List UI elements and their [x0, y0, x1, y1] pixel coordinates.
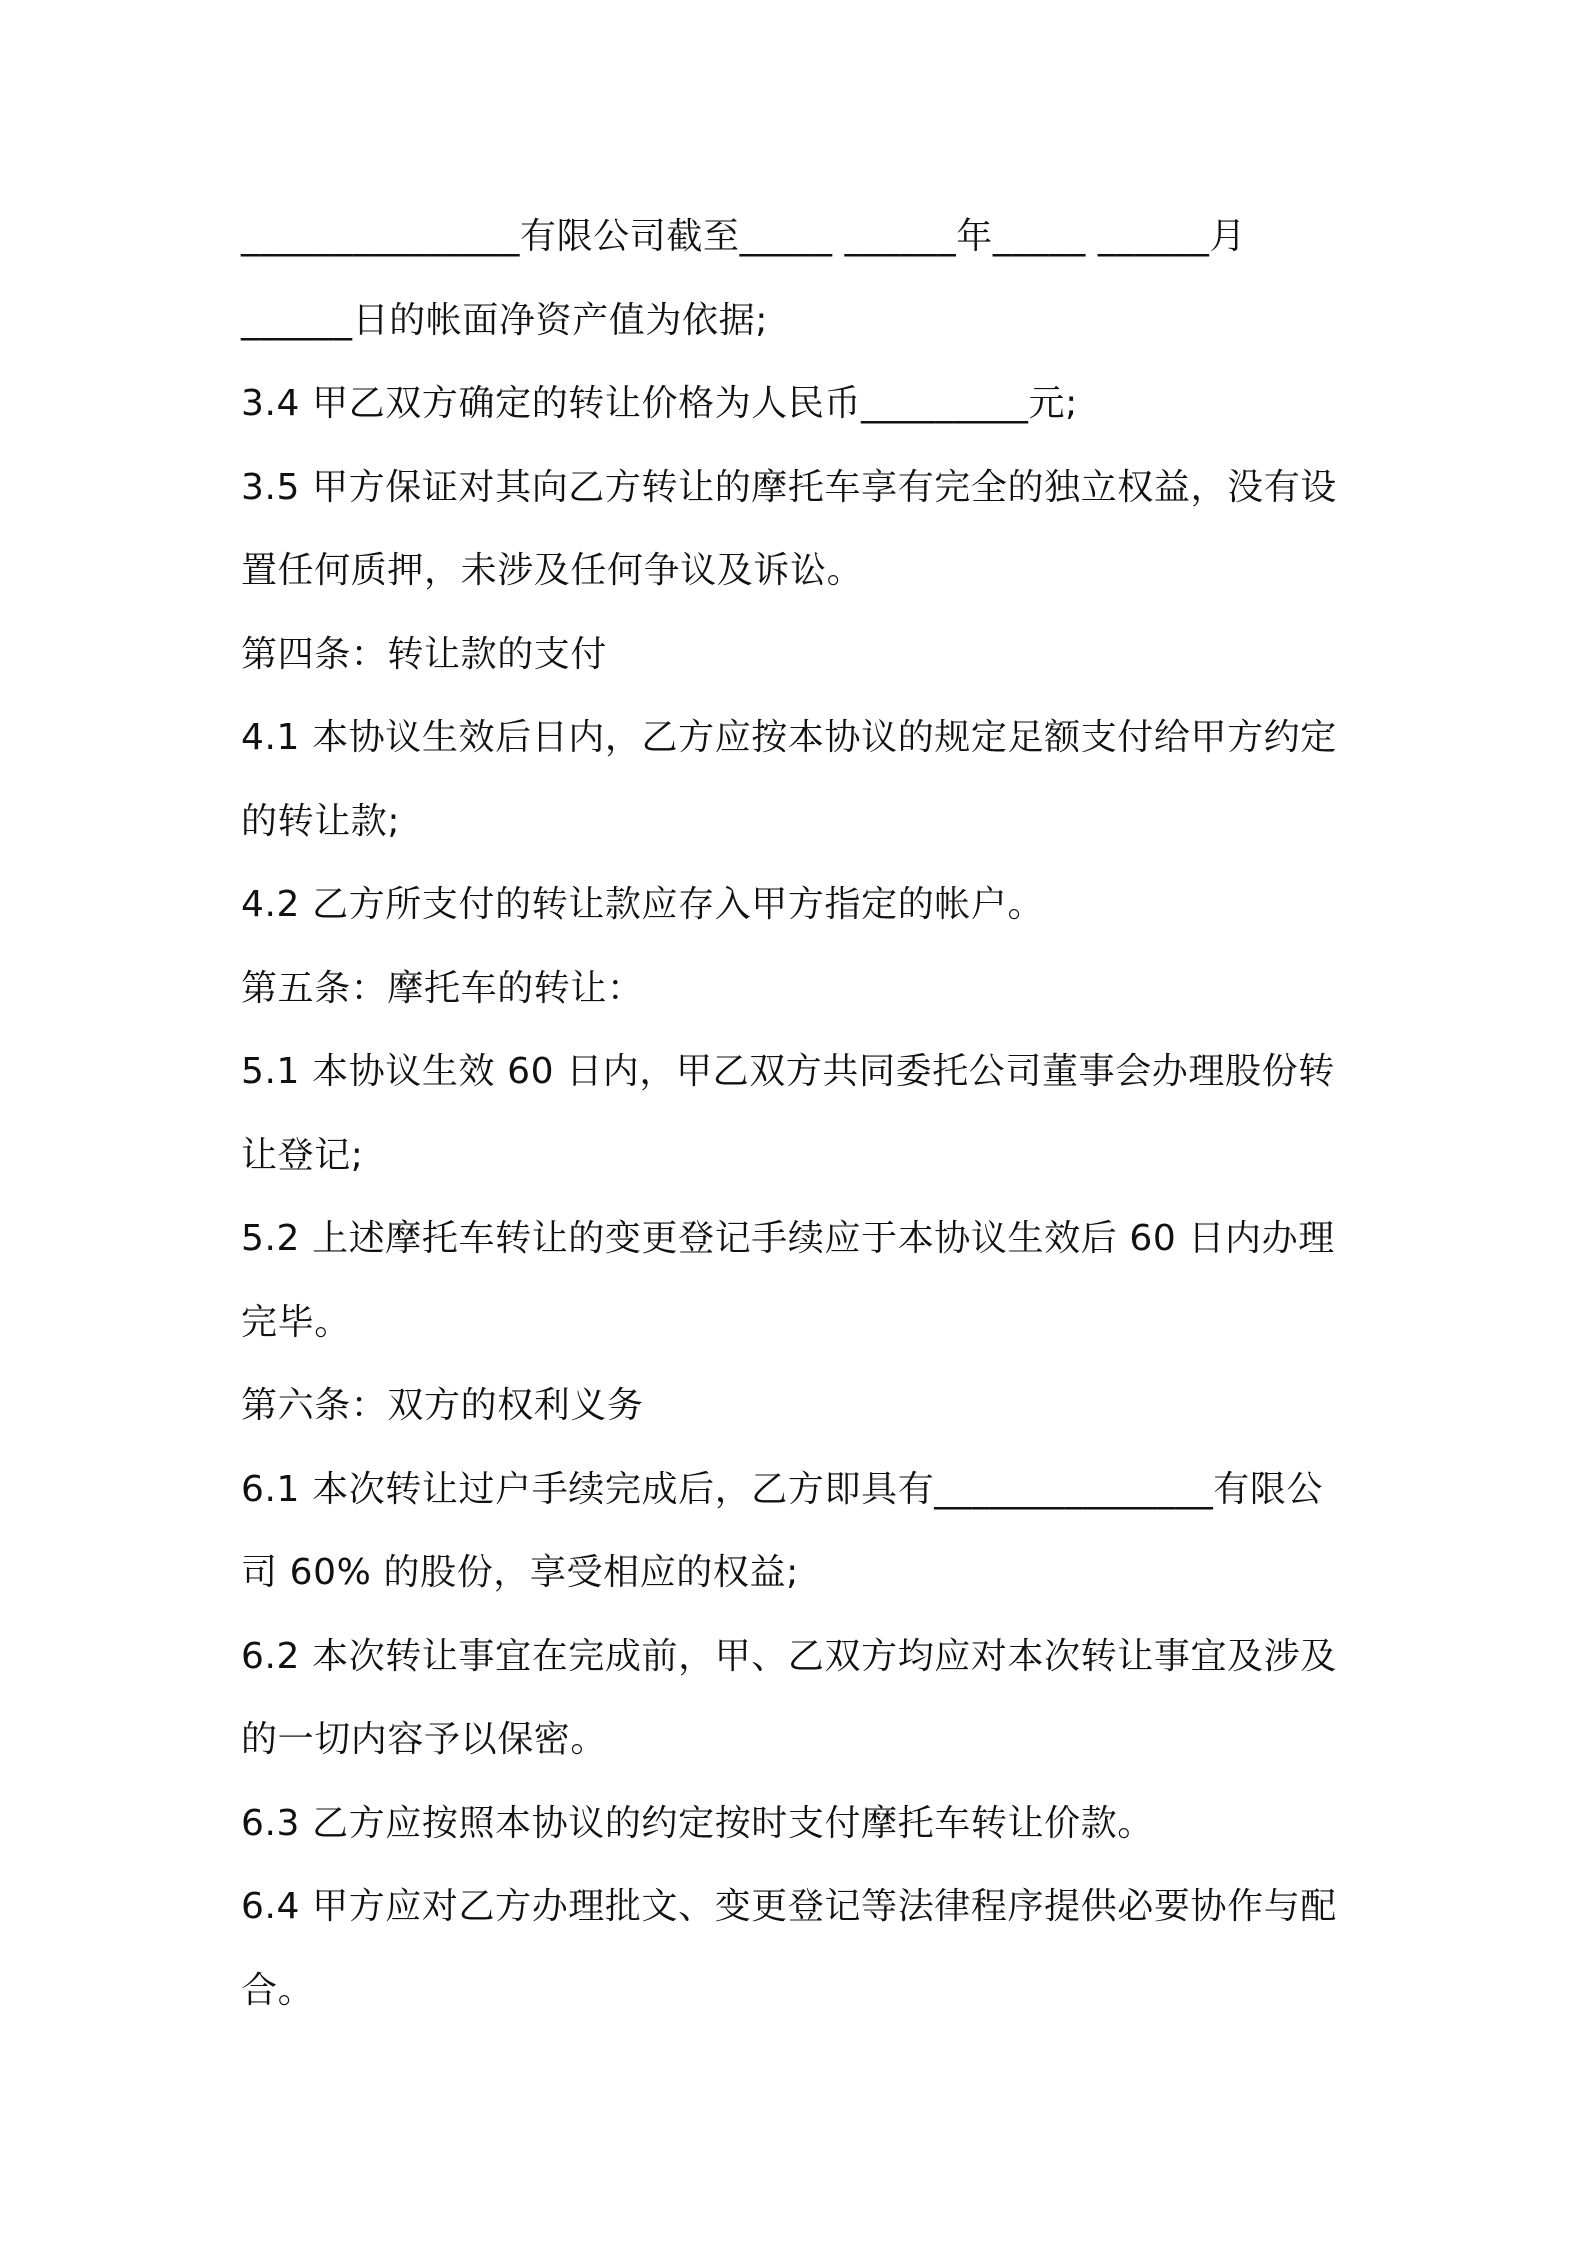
text-line: 让登记; [241, 1134, 364, 1176]
text-line: _______________有限公司截至_____ ______年_____ ______月 [241, 216, 1247, 257]
text-line: 司 60% 的股份，享受相应的权益; [241, 1552, 799, 1593]
text-line: 置任何质押，未涉及任何争议及诉讼。 [241, 550, 864, 591]
clause-6-1: 6.1 本次转让过户手续完成后，乙方即具有_______________有限公 [241, 1468, 1324, 1510]
clause-6-4: 6.4 甲方应对乙方办理批文、变更登记等法律程序提供必要协作与配 [241, 1886, 1337, 1927]
clause-6-2: 6.2 本次转让事宜在完成前，甲、乙双方均应对本次转让事宜及涉及 [241, 1635, 1337, 1677]
text-line: 的转让款; [241, 800, 401, 842]
article-5-heading: 第五条：摩托车的转让： [241, 967, 644, 1009]
clause-4-1: 4.1 本协议生效后日内，乙方应按本协议的规定足额支付给甲方约定 [241, 717, 1337, 758]
article-4-heading: 第四条：转让款的支付 [241, 633, 608, 675]
document-body [241, 195, 1361, 2032]
article-6-heading: 第六条：双方的权利义务 [241, 1385, 644, 1426]
text-line: 合。 [241, 1969, 315, 2011]
clause-5-2: 5.2 上述摩托车转让的变更登记手续应于本协议生效后 60 日内办理 [241, 1218, 1335, 1259]
text-line: 的一切内容予以保密。 [241, 1719, 608, 1760]
clause-3-4: 3.4 甲乙双方确定的转让价格为人民币_________元; [241, 383, 1078, 424]
clause-3-5: 3.5 甲方保证对其向乙方转让的摩托车享有完全的独立权益，没有设 [241, 466, 1337, 508]
clause-5-1: 5.1 本协议生效 60 日内，甲乙双方共同委托公司董事会办理股份转 [241, 1051, 1335, 1092]
text-line: 完毕。 [241, 1301, 351, 1343]
clause-4-2: 4.2 乙方所支付的转让款应存入甲方指定的帐户。 [241, 884, 1045, 925]
text-line: ______日的帐面净资产值为依据; [241, 299, 768, 341]
clause-6-3: 6.3 乙方应按照本协议的约定按时支付摩托车转让价款。 [241, 1802, 1154, 1844]
